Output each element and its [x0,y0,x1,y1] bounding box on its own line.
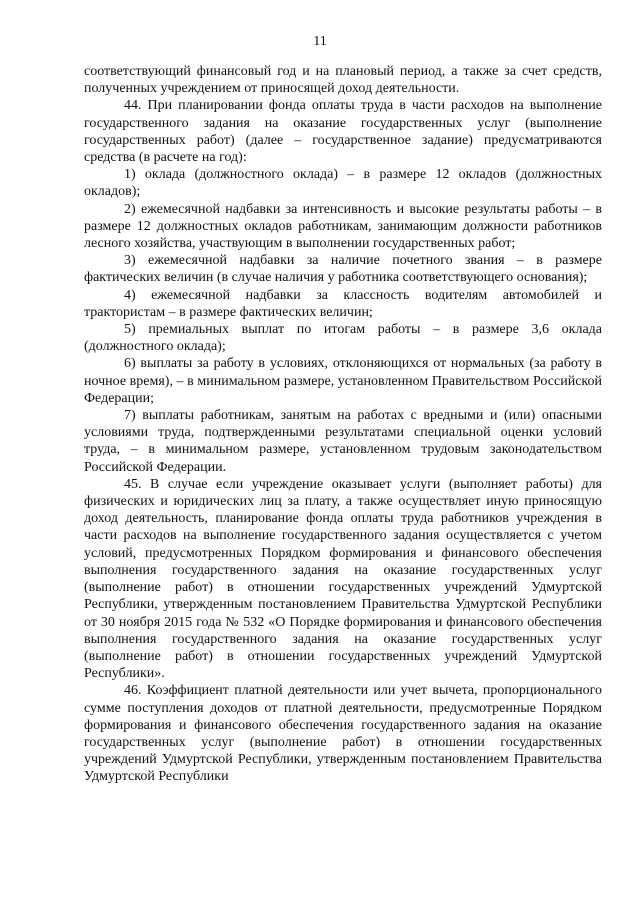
subitem-1: 1) оклада (должностного оклада) – в размере 12 окладов (должностных окладов); [84,167,602,200]
subitem-6: 6) выплаты за работу в условиях, отклоняющихся от нормальных (за работу в ночное время), – в минимальном размере, установленном Правительством Российской Федерации; [84,356,602,406]
subitem-3: 3) ежемесячной надбавки за наличие почетного звания – в размере фактических величин (в случае наличия у работника соответствующего основания); [84,253,602,286]
subitem-7: 7) выплаты работникам, занятым на работах с вредными и (или) опасными условиями труда, подтвержденными результатами специальной оценки условий труда, – в минимальном размере, установленном трудовым законодательством Российской Федерации. [84,408,602,475]
subitem-4: 4) ежемесячной надбавки за классность водителям автомобилей и трактористам – в размере фактических величин; [84,287,602,320]
paragraph-item-44: 44. При планировании фонда оплаты труда в части расходов на выполнение государственного задания на оказание государственных услуг (выполнение государственных работ) (далее – государственное задание) предусматриваются средства (в расчете на год): [84,98,602,166]
paragraph-item-46: 46. Коэффициент платной деятельности или учет вычета, пропорционального сумме поступления доходов от платной деятельности, предусмотренные Порядком формирования и финансового обеспечения государственного задания на оказание государственных услуг (выполнение работ) в отношении государственных учреждений Удмуртской Республики, утвержденным постановлением Правительства Удмуртской Республики [84,683,602,785]
paragraph-continuation: соответствующий финансовый год и на плановый период, а также за счет средств, полученных учреждением от приносящей доход деятельности. [84,64,602,97]
subitem-2: 2) ежемесячной надбавки за интенсивность и высокие результаты работы – в размере 12 должностных окладов работникам, занимающим должности работников лесного хозяйства, участвующим в выполнении государственных работ; [84,201,602,252]
subitem-5: 5) премиальных выплат по итогам работы – в размере 3,6 оклада (должностного оклада); [84,322,602,355]
document-body [84,63,602,786]
page-number: 11 [313,34,327,49]
paragraph-item-45: 45. В случае если учреждение оказывает услуги (выполняет работы) для физических и юридических лиц за плату, а также осуществляет иную приносящую доход деятельность, планирование фонда оплаты труда работников учреждения в части расходов на выполнение государственного задания осуществляется с учетом условий, предусмотренных Порядком формирования и финансового обеспечения выполнения государственного задания на оказание государственных услуг (выполнение работ) в отношении государственных учреждений Удмуртской Республики, утвержденным постановлением Правительства Удмуртской Республики от 30 ноября 2015 года № 532 «О Порядке формирования и финансового обеспечения выполнения государственного задания на оказание государственных услуг (выполнение работ) в отношении государственных учреждений Удмуртской Республики». [84,476,602,682]
